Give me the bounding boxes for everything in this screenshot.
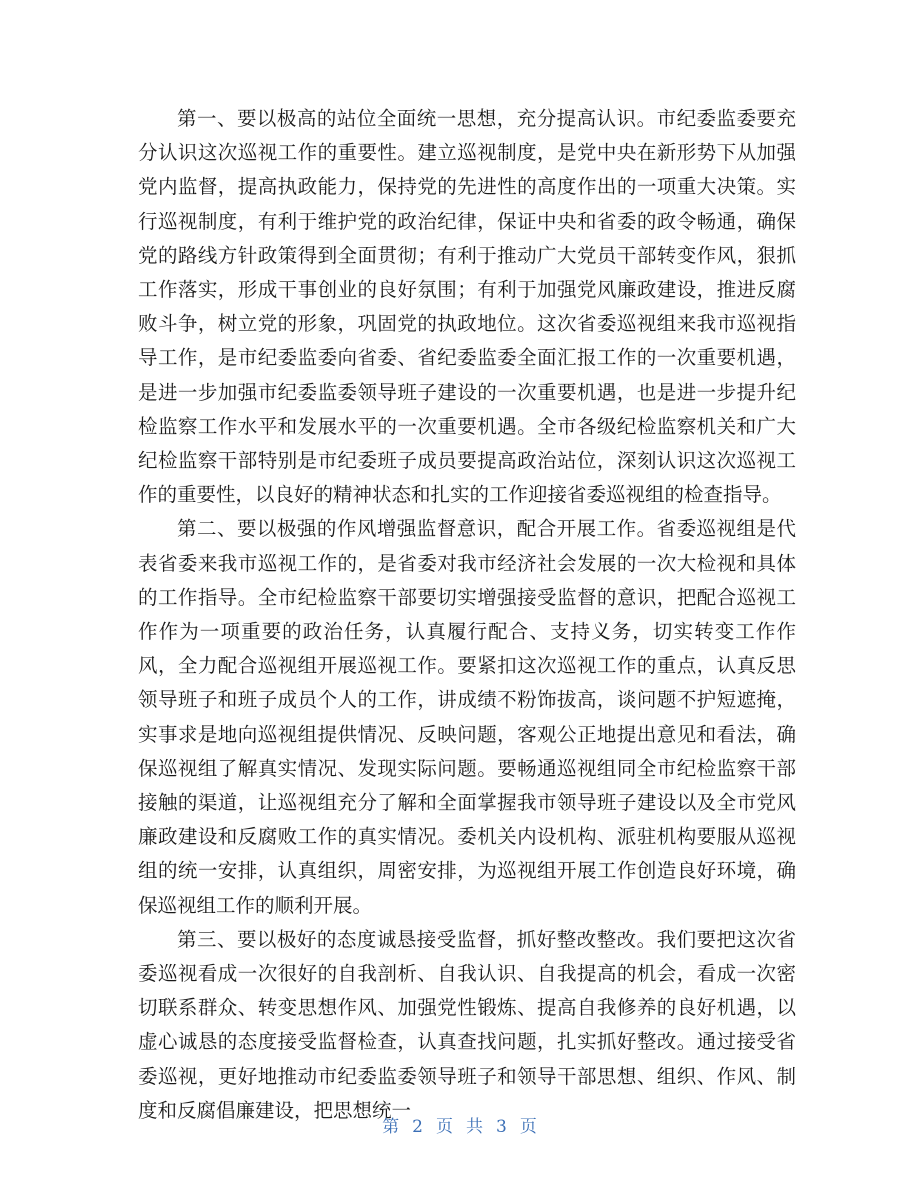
footer-di: 第: [382, 1117, 401, 1137]
paragraph-third: 第三、要以极好的态度诚恳接受监督，抓好整改整改。我们要把这次省委巡视看成一次很好的自我剖析、自我认识、自我提高的机会，看成一次密切联系群众、转变思想作风、加强党性锻炼、提高自我修养的良好机遇，以虚心诚恳的态度接受监督检查，认真查找问题，扎实抓好整改。通过接受省委巡视，更好地推动市纪委监委领导班子和领导干部思想、组织、作风、制度和反腐倡廉建设，把思想统一: [138, 927, 796, 1122]
footer-gong: 共: [466, 1117, 484, 1137]
document-body: [138, 102, 796, 1128]
footer-page-number: 2: [412, 1117, 424, 1137]
footer-ye-end: 页: [519, 1117, 538, 1137]
paragraph-second: 第二、要以极强的作风增强监督意识，配合开展工作。省委巡视组是代表省委来我市巡视工作的，是省委对我市经济社会发展的一次大检视和具体的工作指导。全市纪检监察干部要切实增强接受监督的意识，把配合巡视工作作为一项重要的政治任务，认真履行配合、支持义务，切实转变工作作风，全力配合巡视组开展巡视工作。要紧扣这次巡视工作的重点，认真反思领导班子和班子成员个人的工作，讲成绩不粉饰拔高，谈问题不护短遮掩，实事求是地向巡视组提供情况、反映问题，客观公正地提出意见和看法，确保巡视组了解真实情况、发现实际问题。要畅通巡视组同全市纪检监察干部接触的渠道，让巡视组充分了解和全面掌握我市领导班子建设以及全市党风廉政建设和反腐败工作的真实情况。委机关内设机构、派驻机构要服从巡视组的统一安排，认真组织，周密安排，为巡视组开展工作创造良好环境，确保巡视组工作的顺利开展。: [138, 517, 796, 917]
footer-total-pages: 3: [496, 1117, 508, 1137]
paragraph-first: 第一、要以极高的站位全面统一思想，充分提高认识。市纪委监委要充分认识这次巡视工作的重要性。建立巡视制度，是党中央在新形势下从加强党内监督，提高执政能力，保持党的先进性的高度作出的一项重大决策。实行巡视制度，有利于维护党的政治纪律，保证中央和省委的政令畅通，确保党的路线方针政策得到全面贯彻；有利于推动广大党员干部转变作风，狠抓工作落实，形成干事创业的良好氛围；有利于加强党风廉政建设，推进反腐败斗争，树立党的形象，巩固党的执政地位。这次省委巡视组来我市巡视指导工作，是市纪委监委向省委、省纪委监委全面汇报工作的一次重要机遇，是进一步加强市纪委监委领导班子建设的一次重要机遇，也是进一步提升纪检监察工作水平和发展水平的一次重要机遇。全市各级纪检监察机关和广大纪检监察干部特别是市纪委班子成员要提高政治站位，深刻认识这次巡视工作的重要性，以良好的精神状态和扎实的工作迎接省委巡视组的检查指导。: [138, 107, 796, 507]
footer-ye: 页: [436, 1117, 454, 1137]
page-footer: [0, 1112, 920, 1137]
